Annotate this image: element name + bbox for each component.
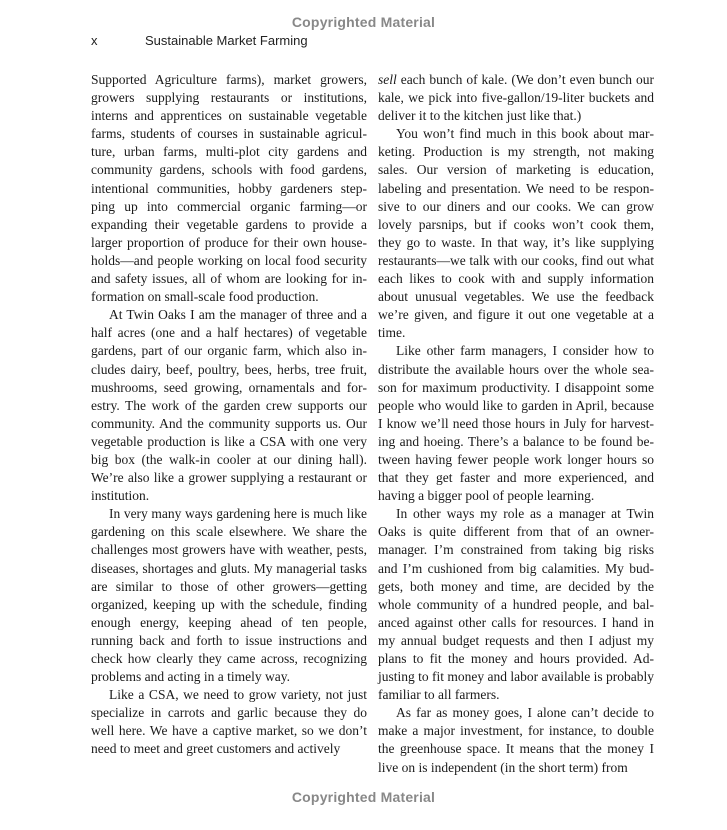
page-number: x <box>91 33 98 48</box>
paragraph-text: each bunch of kale. (We don’t even bunch our kale, we pick into five-gallon/19-liter buckets and deliver it to the kitchen just like that.) <box>378 72 654 124</box>
paragraph: In other ways my role as a manager at Twin Oaks is quite different from that of an owner-manager. I’m constrained from taking big risks and I’m cushioned from big calamities. My budgets, both money and time, are decided by the whole community of a hundred people, and balanced against other calls for resources. I hand in my annual budget requests and then I adjust my plans to fit the money and hours provided. Adjusting to fit money and labor available is probably familiar to all farmers. <box>378 506 654 703</box>
paragraph: Supported Agriculture farms), market growers, growers supplying restaurants or institutions, interns and apprentices on sustainable vegetable farms, students of courses in sustainable agriculture, urban farms, multi-plot city gardens and community gardens, schools with food gardens, intentional communities, hobby gardeners stepping up into commercial organic farming—or expanding their vegetable gardens to provide a larger proportion of produce for their own households—and people working on local food security and safety issues, all of whom are looking for information on small-scale food production. <box>91 72 367 305</box>
running-header <box>91 33 308 48</box>
paragraph: You won’t find much in this book about marketing. Production is my strength, not making sales. Our version of marketing is education, labeling and presentation. We need to be responsive to our diners and our cooks. We can grow lovely parsnips, but if cooks won’t cook them, they go to waste. In that way, it’s like supplying restaurants—we talk with our cooks, find out what each likes to cook with and supply information about unusual vegetables. We use the feedback we’re given, and figure it out one vegetable at a time. <box>378 126 654 341</box>
paragraph: Like other farm managers, I consider how to distribute the available hours over the whole season for maximum productivity. I disappoint some people who would like to garden in April, because I know we’ll need those hours in July for harvesting and hoeing. There’s a balance to be found between having fewer people work longer hours so that they get faster and more experienced, and having a bigger pool of people learning. <box>378 343 654 504</box>
copyright-watermark-bottom: Copyrighted Material <box>291 789 436 805</box>
paragraph: In very many ways gardening here is much like gardening on this scale elsewhere. We share the challenges most growers have with weather, pests, diseases, shortages and gluts. My managerial tasks are similar to those of other growers—getting organized, keeping up with the schedule, finding enough energy, keeping ahead of ten people, running back and forth to issue instructions and check how clearly they came across, recognizing problems and acting in a timely way. <box>91 506 367 685</box>
paragraph-continued <box>378 71 654 125</box>
paragraph: At Twin Oaks I am the manager of three and a half acres (one and a half hectares) of vegetable gardens, part of our organic farm, which also includes dairy, beef, poultry, bees, herbs, tree fruit, mushrooms, seed growing, ornamentals and forestry. The work of the garden crew supports our community. And the community supports us. Our vegetable production is like a CSA with one very big box (the walk-in cooler at our dining hall). We’re also like a grower supplying a restaurant or institution. <box>91 307 367 504</box>
right-text-column <box>378 71 654 777</box>
emphasis-word: sell <box>378 72 397 87</box>
paragraph: As far as money goes, I alone can’t decide to make a major investment, for instance, to double the greenhouse space. It means that the money I live on is independent (in the short term) from <box>378 705 654 775</box>
book-title: Sustainable Market Farming <box>145 33 308 48</box>
copyright-watermark-top: Copyrighted Material <box>291 14 436 30</box>
paragraph: Like a CSA, we need to grow variety, not just specialize in carrots and garlic because they do well here. We have a captive market, so we don’t need to meet and greet customers and actively <box>91 687 367 757</box>
left-text-column <box>91 71 367 759</box>
